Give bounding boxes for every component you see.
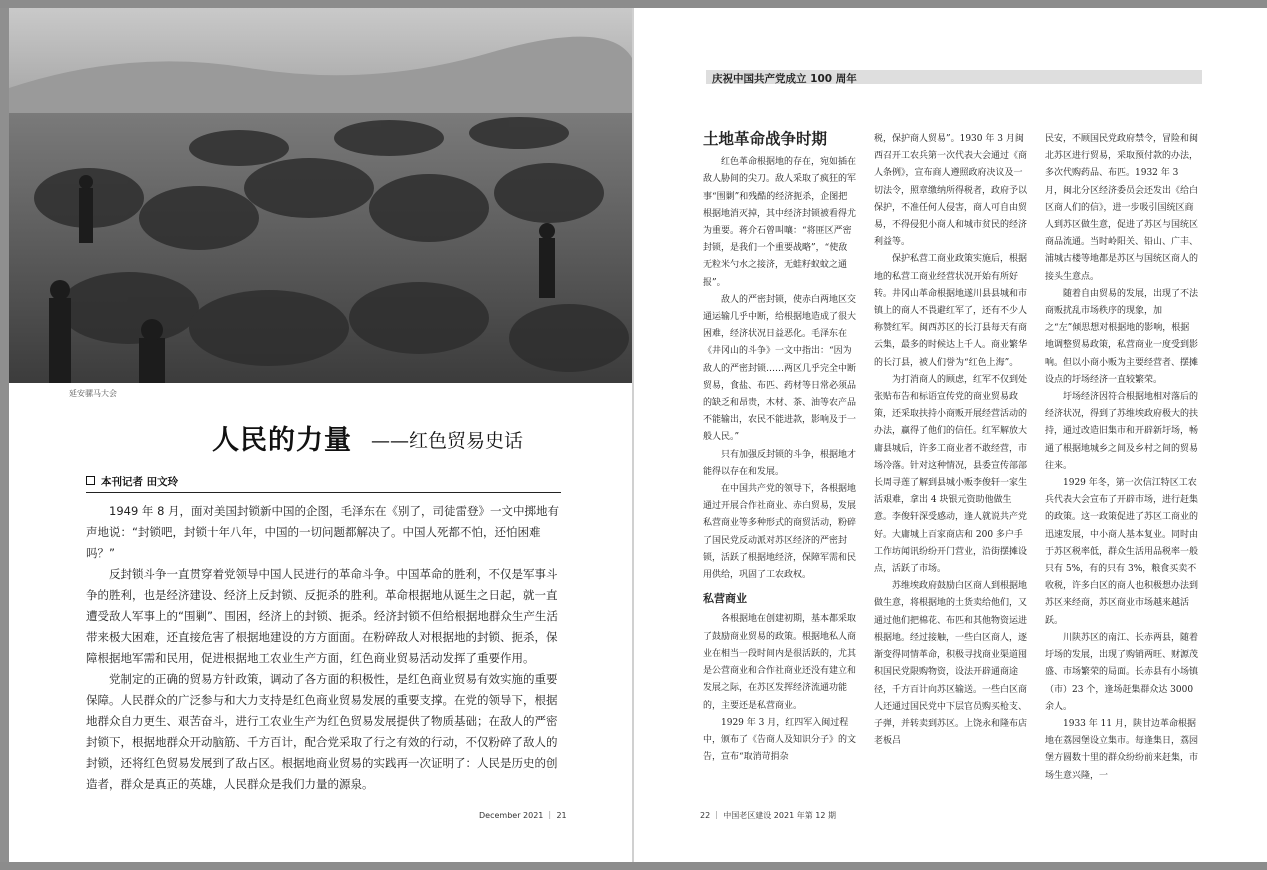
page-folio-right: 22 ｜ 中国老区建设 2021 年第 12 期 <box>700 811 836 820</box>
paragraph: 1929 年 3 月，红四军入闽过程中，颁布了《告商人及知识分子》的文告，宣布“取消苛捐杂 <box>703 717 857 763</box>
byline <box>86 474 178 489</box>
byline-rule <box>86 492 561 493</box>
paragraph: 保护私营工商业政策实施后，根据地的私营工商业经营状况开始有所好转。井冈山革命根据地遂川县县城和市镇上的商人不畏避红军了，还有不少人称赞红军。闽西苏区的长汀县每天有商云集，最多的时候达上千人。商业繁华的长汀县，被人们誉为“红色上海”。 <box>874 254 1028 368</box>
paragraph: 各根据地在创建初期，基本都采取了鼓励商业贸易的政策。根据地私人商业在相当一段时间内是很活跃的，尤其是公营商业和合作社商业还没有建立和发展之际，在苏区发挥经济流通功能的，主要还是私营商业。 <box>703 614 857 711</box>
left-page <box>9 8 632 862</box>
right-page <box>634 8 1267 862</box>
page-folio-left: December 2021 ｜ 21 <box>479 811 567 820</box>
paragraph: 圩场经济因符合根据地相对落后的经济状况，得到了苏维埃政府极大的扶持，通过改造旧集市和开辟新圩场，畅通了根据地城乡之间及乡村之间的贸易往来。 <box>1045 392 1199 471</box>
intro-paragraph: 党制定的正确的贸易方针政策，调动了各方面的积极性，是红色商业贸易有效实施的重要保障。人民群众的广泛参与和大力支持是红色商业贸易发展的重要支撑。在党的领导下，根据地群众自力更生、艰苦奋斗，进行工农业生产为红色贸易发展提供了物质基础；在敌人的严密封锁下，根据地群众开动脑筋、千方百计，配合党采取了行之有效的行动，不仅粉碎了敌人的封锁，还将红色贸易发展到了敌占区。根据地商业贸易的实践再一次证明了：人民是历史的创造者，群众是真正的英雄，人民群众是我们力量的源泉。 <box>86 672 558 791</box>
paragraph: 敌人的严密封锁，使赤白两地区交通运输几乎中断，给根据地造成了很大困难，经济状况日益恶化。毛泽东在《井冈山的斗争》一文中指出：“因为敌人的严密封锁……两区几乎完全中断贸易，食盐、布匹、药材等日常必须品的缺乏和昂贵，木材、茶、油等农产品不能输出，农民不能进款，影响及于一般人民。” <box>703 294 857 443</box>
paragraph: 只有加强反封锁的斗争，根据地才能得以存在和发展。 <box>703 449 857 477</box>
paragraph: 民安，不顾国民党政府禁令，冒险和闽北苏区进行贸易，采取预付款的办法，多次代购药品、布匹。1932 年 3 月，闽北分区经济委员会还发出《给白区商人们的信》，进一步吸引国统区商人到苏区做生意，促进了苏区与国统区商品流通。当时岭阳关、铅山、广丰、浦城古楼等地都是苏区与国统区商人的接头生意点。 <box>1045 134 1199 282</box>
intro-text <box>86 501 561 795</box>
column-2 <box>874 131 1027 750</box>
top-border <box>0 0 1267 8</box>
camel-caravan-photo <box>9 8 632 383</box>
paragraph: 苏维埃政府鼓励白区商人到根据地做生意，将根据地的土货卖给他们，又通过他们把棉花、布匹和其他物资运进根据地。经过接触，一些白区商人，逐渐变得同情革命，积极寻找商业渠道囤积国民党限购物资，设法开辟通商途径，千方百计向苏区输送。一些白区商人还通过国民党中下层官员购买枪支、子弹，并转卖到苏区。上饶永和隆布店老板吕 <box>874 581 1028 747</box>
photo-figures <box>9 8 632 383</box>
paragraph: 税，保护商人贸易”。1930 年 3 月闽西召开工农兵第一次代表大会通过《商人条例》，宣布商人遵照政府决议及一切法令，照章缴纳所得税者，政府予以保护，不准任何人侵害，商人可自由贸易，不得侵犯小商人和城市贫民的经济利益等。 <box>874 134 1028 248</box>
byline-text: 本刊记者 田文玲 <box>101 476 179 488</box>
article-subtitle: ——红色贸易史话 <box>371 430 524 452</box>
paragraph: 1933 年 11 月，陕甘边革命根据地在荔园堡设立集市。每逢集日，荔园堡方圆数十里的群众纷纷前来赶集，市场生意兴隆，一 <box>1045 718 1199 781</box>
paragraph: 1929 年冬，第一次信江特区工农兵代表大会宣布了开辟市场，进行赶集的政策。这一政策促进了苏区工商业的迅速发展，中小商人基本复业。同时由于苏区税率低，群众生活用品税率一般只有 5%，有的只有 3%，粮食买卖不收税，许多白区的商人也积极想办法到苏区来经商，苏区商业市场越来越活跃。 <box>1045 478 1199 626</box>
subsection-heading: 私营商业 <box>703 592 747 606</box>
section-heading: 土地革命战争时期 <box>703 130 828 148</box>
intro-paragraph: 1949 年 8 月，面对美国封锁新中国的企图，毛泽东在《别了，司徒雷登》一文中掷地有声地说：“封锁吧，封锁十年八年，中国的一切问题都解决了。中国人死都不怕，还怕困难吗？” <box>86 504 560 560</box>
article-title: 人民的力量 <box>212 425 352 456</box>
paragraph: 在中国共产党的领导下，各根据地通过开展合作社商业、赤白贸易，发展私营商业等多种形式的商贸活动，粉碎了国民党反动派对苏区经济的严密封锁，活跃了根据地经济，保障军需和民用供给，巩固了工农政权。 <box>703 484 857 581</box>
byline-box-icon <box>86 476 95 485</box>
bottom-border <box>0 862 1267 870</box>
intro-paragraph: 反封锁斗争一直贯穿着党领导中国人民进行的革命斗争。中国革命的胜利，不仅是军事斗争的胜利，也是经济建设、经济上反封锁、反扼杀的胜利。革命根据地从诞生之日起，就一直遭受敌人军事上的“围剿”、围困，经济上的封锁、扼杀。经济封锁不但给根据地群众生产生活带来极大困难，还直接危害了根据地建设的方方面面。在粉碎敌人对根据地的封锁、扼杀，保障根据地军需和民用，促进根据地工农业生产方面，红色商业贸易活动发挥了重要作用。 <box>86 567 558 665</box>
series-title: 庆祝中国共产党成立 100 周年 <box>712 73 857 85</box>
column-1 <box>703 131 856 766</box>
paragraph: 随着自由贸易的发展，出现了不法商贩扰乱市场秩序的现象，加之“左”倾思想对根据地的影响，根据地调整贸易政策，私营商业一度受到影响。但以小商小贩为主要经营者、摆摊设点的圩场经济一直较繁荣。 <box>1045 288 1199 385</box>
column-3 <box>1045 131 1198 785</box>
paragraph: 红色革命根据地的存在，宛如插在敌人胁间的尖刀。敌人采取了疯狂的军事“围剿”和残酷的经济扼杀，企图把根据地消灭掉，其中经济封锁被看得尤为重要。蒋介石曾叫嚷：“将匪区严密封锁，是我们一个重要战略”，“使敌无粒米勺水之接济，无蛙籽蚁蚊之通报”。 <box>703 157 857 288</box>
paragraph: 川陕苏区的南江、长赤两县，随着圩场的发展，出现了购销两旺、财源茂盛、市场繁荣的局面。长赤县有小场镇（市）23 个，逢场赶集群众达 3000 余人。 <box>1045 632 1199 712</box>
paragraph: 为打消商人的顾虑，红军不仅到处张贴布告和标语宣传党的商业贸易政策，还采取扶持小商贩开展经营活动的办法，赢得了他们的信任。红军解放大庸县城后，许多工商业者不敢经营，市场冷落。针对这种情况，县委宣传部部长周寻莲了解到县城小贩李俊轩一家生活艰难，拿出 4 块银元资助他做生意。李俊轩深受感动，逢人就说共产党好。大庸城上百家商店和 200 多户手工作坊闻讯纷纷开门营业，沿街摆摊设点，活跃了市场。 <box>874 374 1028 575</box>
photo-caption: 延安骡马大会 <box>69 389 117 398</box>
